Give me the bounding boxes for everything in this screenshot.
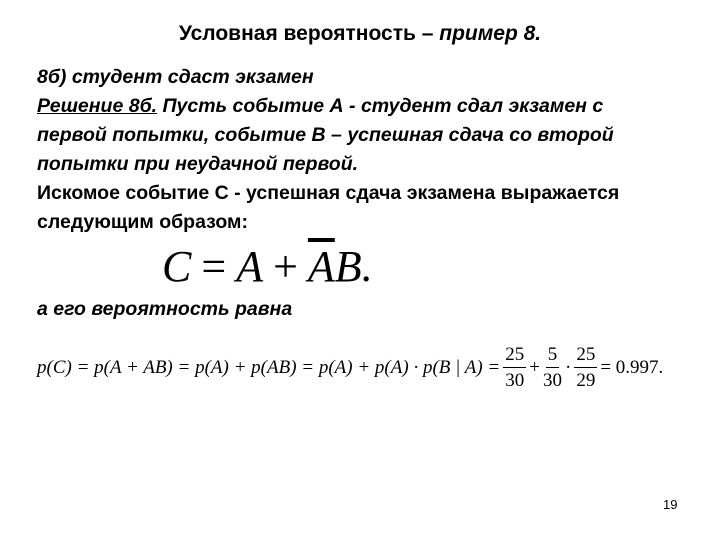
fraction-1 [503,344,526,392]
text-line-6: следующим образом: [37,211,248,233]
event-formula [162,242,373,292]
solution-line [37,95,603,118]
fraction-2-numerator: 5 [546,344,560,368]
fraction-2-denominator: 30 [542,370,562,391]
formula-plus-sign: + [529,357,540,378]
fraction-3 [574,344,597,392]
formula-b: B [334,242,362,291]
fraction-2 [543,344,562,392]
formula-a: A [236,242,264,291]
slide-title [0,22,720,46]
formula-result: = 0.997. [600,357,664,378]
formula-a-bar: $\overline{A}$ [307,242,335,291]
probability-expression: p(C) = p(A + AB) = p(A) + p(AB) = p(A) + p(A) · p(B | A) = [37,357,501,378]
text-line-5: Искомое событие С - успешная сдача экзамена выражается [37,182,620,204]
fraction-1-denominator: 30 [505,370,525,391]
slide-title-italic: пример 8. [439,22,542,45]
probability-formula [37,340,663,396]
solution-text: Пусть событие А - студент сдал экзамен с [162,95,604,117]
formula-c: C [162,242,192,291]
fraction-1-numerator: 25 [503,344,526,368]
formula-dot-operator: · [564,357,572,378]
formula-plus: + [273,242,298,291]
fraction-3-numerator: 25 [574,344,597,368]
text-line-4: попытки при неудачной первой. [37,153,359,175]
probability-label: а его вероятность равна [37,298,293,320]
formula-equals: = [201,242,227,291]
subtitle-line: 8б) студент сдаст экзамен [37,66,314,88]
formula-dot: . [361,242,373,291]
slide-title-plain: Условная вероятность – [178,22,434,45]
page-number: 19 [663,497,678,512]
fraction-3-denominator: 29 [576,370,596,391]
solution-label: Решение 8б. [37,95,158,117]
text-line-3: первой попытки, событие В – успешная сдача со второй [37,124,614,146]
